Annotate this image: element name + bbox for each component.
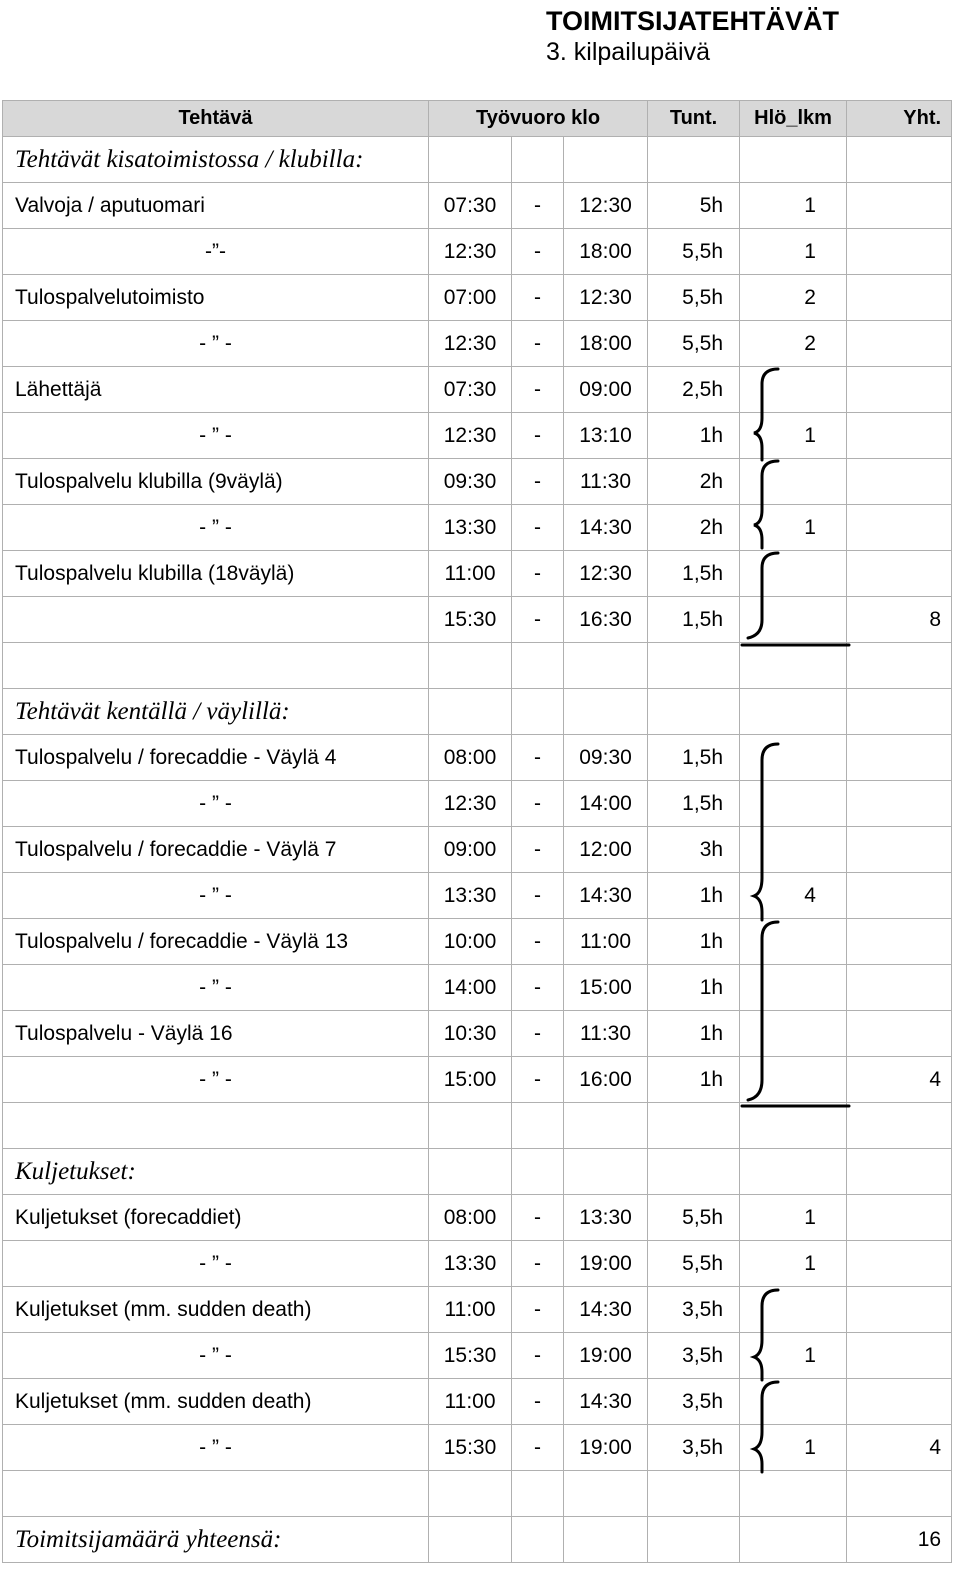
shift-end: 14:30 (564, 505, 648, 551)
section-row (3, 1149, 952, 1195)
shift-start: 15:00 (429, 1057, 512, 1103)
people-count: 1 (740, 1425, 847, 1471)
shift-start: 07:30 (429, 183, 512, 229)
shift-dash: - (512, 827, 564, 873)
shift-dash: - (512, 1333, 564, 1379)
empty-cell (429, 689, 512, 735)
task-name: Tulospalvelu klubilla (9väylä) (3, 459, 429, 505)
group-total (847, 827, 952, 873)
group-total (847, 275, 952, 321)
empty-cell (740, 1471, 847, 1517)
empty-cell (564, 689, 648, 735)
ditto-mark: - ” - (3, 781, 429, 827)
empty-cell (512, 689, 564, 735)
empty-cell (648, 1471, 740, 1517)
hours-cell: 1h (648, 965, 740, 1011)
ditto-mark: - ” - (3, 321, 429, 367)
shift-start: 15:30 (429, 597, 512, 643)
table-row (3, 1425, 952, 1471)
column-header-total: Yht. (847, 101, 952, 137)
shift-end: 14:00 (564, 781, 648, 827)
empty-cell (564, 1471, 648, 1517)
empty-cell (648, 1103, 740, 1149)
shift-end: 13:10 (564, 413, 648, 459)
group-total (847, 505, 952, 551)
group-total (847, 413, 952, 459)
hours-cell: 1,5h (648, 781, 740, 827)
people-count (740, 827, 847, 873)
group-total (847, 321, 952, 367)
hours-cell: 5,5h (648, 229, 740, 275)
task-name: Valvoja / aputuomari (3, 183, 429, 229)
ditto-mark: - ” - (3, 965, 429, 1011)
empty-cell (740, 1517, 847, 1563)
hours-cell: 1,5h (648, 735, 740, 781)
hours-cell: 3,5h (648, 1333, 740, 1379)
empty-cell (847, 1471, 952, 1517)
hours-cell: 1,5h (648, 551, 740, 597)
shift-dash: - (512, 551, 564, 597)
task-name: Kuljetukset (mm. sudden death) (3, 1379, 429, 1425)
shift-start: 11:00 (429, 1287, 512, 1333)
table-row (3, 505, 952, 551)
empty-cell (740, 137, 847, 183)
shift-dash: - (512, 321, 564, 367)
table-row (3, 873, 952, 919)
empty-cell (648, 643, 740, 689)
column-header-task: Tehtävä (3, 101, 429, 137)
hours-cell: 1h (648, 919, 740, 965)
people-count: 1 (740, 183, 847, 229)
shift-end: 12:30 (564, 183, 648, 229)
ditto-mark: - ” - (3, 505, 429, 551)
table-row (3, 1195, 952, 1241)
people-count: 4 (740, 873, 847, 919)
empty-cell (740, 1103, 847, 1149)
task-name: Kuljetukset (forecaddiet) (3, 1195, 429, 1241)
section-title: Kuljetukset: (3, 1149, 429, 1195)
shift-end: 16:00 (564, 1057, 648, 1103)
section-row (3, 137, 952, 183)
group-total (847, 735, 952, 781)
empty-cell (564, 1103, 648, 1149)
group-total (847, 1011, 952, 1057)
empty-cell (648, 1149, 740, 1195)
shift-dash: - (512, 183, 564, 229)
empty-cell (429, 137, 512, 183)
empty-cell (429, 1103, 512, 1149)
ditto-mark (3, 597, 429, 643)
hours-cell: 2h (648, 505, 740, 551)
schedule-table (2, 100, 952, 1563)
shift-end: 16:30 (564, 597, 648, 643)
shift-start: 13:30 (429, 505, 512, 551)
empty-cell (429, 1517, 512, 1563)
shift-dash: - (512, 781, 564, 827)
group-total (847, 1379, 952, 1425)
spacer-row (3, 1471, 952, 1517)
table-row (3, 965, 952, 1011)
ditto-mark: - ” - (3, 1425, 429, 1471)
table-row (3, 229, 952, 275)
group-total (847, 229, 952, 275)
people-count (740, 459, 847, 505)
empty-cell (512, 1517, 564, 1563)
empty-cell (847, 137, 952, 183)
shift-start: 15:30 (429, 1425, 512, 1471)
shift-end: 12:30 (564, 275, 648, 321)
hours-cell: 2,5h (648, 367, 740, 413)
shift-end: 14:30 (564, 873, 648, 919)
shift-start: 08:00 (429, 735, 512, 781)
group-total (847, 459, 952, 505)
table-row (3, 413, 952, 459)
people-count: 2 (740, 321, 847, 367)
table-row (3, 1379, 952, 1425)
shift-dash: - (512, 367, 564, 413)
shift-start: 12:30 (429, 781, 512, 827)
empty-cell (429, 1471, 512, 1517)
column-header-people: Hlö_lkm (740, 101, 847, 137)
group-total (847, 919, 952, 965)
shift-end: 09:00 (564, 367, 648, 413)
empty-cell (429, 643, 512, 689)
ditto-mark: - ” - (3, 1057, 429, 1103)
shift-dash: - (512, 597, 564, 643)
hours-cell: 5,5h (648, 1195, 740, 1241)
group-total (847, 965, 952, 1011)
table-row (3, 827, 952, 873)
task-name: Tulospalvelutoimisto (3, 275, 429, 321)
shift-start: 07:30 (429, 367, 512, 413)
hours-cell: 5,5h (648, 275, 740, 321)
shift-end: 18:00 (564, 229, 648, 275)
shift-end: 13:30 (564, 1195, 648, 1241)
section-row (3, 689, 952, 735)
group-total (847, 183, 952, 229)
people-count (740, 597, 847, 643)
hours-cell: 3h (648, 827, 740, 873)
people-count: 1 (740, 1333, 847, 1379)
group-total: 4 (847, 1057, 952, 1103)
empty-cell (564, 643, 648, 689)
empty-cell (512, 137, 564, 183)
table-row (3, 1057, 952, 1103)
hours-cell: 5h (648, 183, 740, 229)
people-count (740, 919, 847, 965)
task-name: Lähettäjä (3, 367, 429, 413)
shift-dash: - (512, 965, 564, 1011)
task-name: Tulospalvelu / forecaddie - Väylä 7 (3, 827, 429, 873)
shift-start: 11:00 (429, 551, 512, 597)
shift-dash: - (512, 873, 564, 919)
shift-end: 19:00 (564, 1241, 648, 1287)
shift-dash: - (512, 919, 564, 965)
group-total (847, 367, 952, 413)
empty-cell (564, 137, 648, 183)
shift-end: 14:30 (564, 1287, 648, 1333)
shift-dash: - (512, 1195, 564, 1241)
shift-dash: - (512, 1241, 564, 1287)
task-name: Tulospalvelu - Väylä 16 (3, 1011, 429, 1057)
people-count (740, 781, 847, 827)
task-name: Kuljetukset (mm. sudden death) (3, 1287, 429, 1333)
empty-cell (847, 643, 952, 689)
table-row (3, 597, 952, 643)
shift-end: 12:00 (564, 827, 648, 873)
hours-cell: 1h (648, 1011, 740, 1057)
empty-cell (512, 1471, 564, 1517)
shift-dash: - (512, 1425, 564, 1471)
empty-cell (512, 643, 564, 689)
shift-dash: - (512, 505, 564, 551)
group-total (847, 1333, 952, 1379)
empty-cell (847, 689, 952, 735)
ditto-mark: - ” - (3, 873, 429, 919)
shift-dash: - (512, 413, 564, 459)
group-total (847, 781, 952, 827)
shift-start: 12:30 (429, 321, 512, 367)
empty-cell (847, 1103, 952, 1149)
table-row (3, 1011, 952, 1057)
empty-cell (648, 137, 740, 183)
shift-end: 18:00 (564, 321, 648, 367)
document-title: TOIMITSIJATEHTÄVÄT (546, 6, 840, 36)
hours-cell: 3,5h (648, 1425, 740, 1471)
column-header-shift: Työvuoro klo (429, 101, 648, 137)
empty-cell (847, 1149, 952, 1195)
empty-cell (512, 1149, 564, 1195)
people-count (740, 735, 847, 781)
task-name: Tulospalvelu klubilla (18väylä) (3, 551, 429, 597)
shift-start: 08:00 (429, 1195, 512, 1241)
shift-dash: - (512, 229, 564, 275)
ditto-mark: -”- (3, 229, 429, 275)
table-row (3, 551, 952, 597)
shift-start: 12:30 (429, 413, 512, 459)
people-count (740, 551, 847, 597)
ditto-mark: - ” - (3, 1333, 429, 1379)
shift-end: 14:30 (564, 1379, 648, 1425)
task-name: Tulospalvelu / forecaddie - Väylä 13 (3, 919, 429, 965)
table-row (3, 275, 952, 321)
document-subtitle: 3. kilpailupäivä (546, 38, 710, 66)
shift-end: 12:30 (564, 551, 648, 597)
hours-cell: 1h (648, 1057, 740, 1103)
header-row (3, 101, 952, 137)
table-row (3, 1287, 952, 1333)
shift-start: 11:00 (429, 1379, 512, 1425)
people-count: 1 (740, 1241, 847, 1287)
empty-cell (429, 1149, 512, 1195)
empty-cell (740, 689, 847, 735)
group-total: 8 (847, 597, 952, 643)
table-row (3, 459, 952, 505)
shift-end: 15:00 (564, 965, 648, 1011)
empty-cell (740, 1149, 847, 1195)
group-total: 4 (847, 1425, 952, 1471)
shift-dash: - (512, 275, 564, 321)
hours-cell: 5,5h (648, 321, 740, 367)
shift-dash: - (512, 1011, 564, 1057)
group-total (847, 1287, 952, 1333)
total-row (3, 1517, 952, 1563)
people-count: 1 (740, 505, 847, 551)
hours-cell: 1h (648, 873, 740, 919)
empty-cell (564, 1149, 648, 1195)
empty-cell (3, 1471, 429, 1517)
section-title: Tehtävät kentällä / väylillä: (3, 689, 429, 735)
shift-end: 19:00 (564, 1425, 648, 1471)
ditto-mark: - ” - (3, 413, 429, 459)
table-row (3, 1241, 952, 1287)
people-count: 2 (740, 275, 847, 321)
ditto-mark: - ” - (3, 1241, 429, 1287)
grand-total-value: 16 (847, 1517, 952, 1563)
hours-cell: 3,5h (648, 1379, 740, 1425)
shift-start: 09:00 (429, 827, 512, 873)
empty-cell (3, 643, 429, 689)
shift-dash: - (512, 1287, 564, 1333)
group-total (847, 1195, 952, 1241)
table-row (3, 781, 952, 827)
grand-total-label: Toimitsijamäärä yhteensä: (3, 1517, 429, 1563)
shift-start: 14:00 (429, 965, 512, 1011)
shift-dash: - (512, 459, 564, 505)
shift-end: 11:00 (564, 919, 648, 965)
table-row (3, 321, 952, 367)
hours-cell: 2h (648, 459, 740, 505)
shift-end: 11:30 (564, 1011, 648, 1057)
empty-cell (740, 643, 847, 689)
spacer-row (3, 1103, 952, 1149)
empty-cell (648, 1517, 740, 1563)
shift-start: 13:30 (429, 1241, 512, 1287)
empty-cell (564, 1517, 648, 1563)
shift-end: 11:30 (564, 459, 648, 505)
empty-cell (3, 1103, 429, 1149)
shift-start: 07:00 (429, 275, 512, 321)
people-count (740, 965, 847, 1011)
shift-end: 19:00 (564, 1333, 648, 1379)
shift-dash: - (512, 1379, 564, 1425)
spacer-row (3, 643, 952, 689)
hours-cell: 1h (648, 413, 740, 459)
shift-dash: - (512, 1057, 564, 1103)
table-row (3, 919, 952, 965)
group-total (847, 551, 952, 597)
shift-start: 13:30 (429, 873, 512, 919)
shift-start: 10:30 (429, 1011, 512, 1057)
table-row (3, 1333, 952, 1379)
task-name: Tulospalvelu / forecaddie - Väylä 4 (3, 735, 429, 781)
people-count (740, 367, 847, 413)
hours-cell: 1,5h (648, 597, 740, 643)
people-count: 1 (740, 413, 847, 459)
empty-cell (648, 689, 740, 735)
table-row (3, 367, 952, 413)
people-count: 1 (740, 229, 847, 275)
shift-dash: - (512, 735, 564, 781)
shift-end: 09:30 (564, 735, 648, 781)
people-count (740, 1057, 847, 1103)
hours-cell: 3,5h (648, 1287, 740, 1333)
group-total (847, 1241, 952, 1287)
table-row (3, 183, 952, 229)
table-row (3, 735, 952, 781)
shift-start: 12:30 (429, 229, 512, 275)
shift-start: 10:00 (429, 919, 512, 965)
shift-start: 15:30 (429, 1333, 512, 1379)
hours-cell: 5,5h (648, 1241, 740, 1287)
people-count (740, 1379, 847, 1425)
empty-cell (512, 1103, 564, 1149)
people-count: 1 (740, 1195, 847, 1241)
column-header-hours: Tunt. (648, 101, 740, 137)
people-count (740, 1287, 847, 1333)
shift-start: 09:30 (429, 459, 512, 505)
group-total (847, 873, 952, 919)
people-count (740, 1011, 847, 1057)
section-title: Tehtävät kisatoimistossa / klubilla: (3, 137, 429, 183)
